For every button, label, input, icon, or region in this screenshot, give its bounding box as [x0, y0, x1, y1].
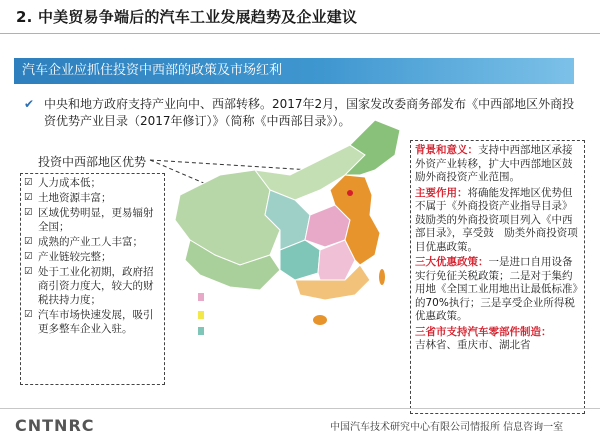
section-banner: 汽车企业应抓住投资中西部的政策及市场红利	[14, 58, 574, 84]
checkbox-icon: ☑	[24, 251, 33, 262]
background-paragraph: 背景和意义：支持中西部地区承接外资产业转移，扩大中西部地区鼓励外商投资产业范围。	[415, 144, 573, 183]
policy-details-box	[410, 140, 585, 414]
advantage-item: ☑ 汽车市场快速发展，吸引更多整车企业入驻。	[24, 309, 154, 335]
advantage-item: ☑ 产业链较完整；	[24, 251, 112, 263]
advantage-item: ☑ 区域优势明显，更易辐射全国；	[24, 207, 154, 233]
policy-paragraph: 三大优惠政策：一是进口自用设备实行免征关税政策；二是对于集约用地《全国工业用地出让最低标准》的70%执行；三是享受企业所得税优惠政策。	[415, 256, 578, 322]
checkbox-icon: ☑	[24, 207, 33, 218]
page-title: 2. 中美贸易争端后的汽车工业发展趋势及企业建议	[16, 8, 358, 26]
advantages-heading: 投资中西部地区优势	[38, 155, 147, 169]
advantage-item: ☑ 成熟的产业工人丰富；	[24, 236, 143, 248]
advantage-item: ☑ 处于工业化初期，政府招商引资力度大，较大的财税扶持力度；	[24, 266, 154, 306]
checkmark-icon: ✔	[24, 97, 35, 111]
policy-bullet-text: 中央和地方政府支持产业向中、西部转移。2017年2月，国家发改委商务部发布《中西部地区外商投资优势产业目录（2017年修订）》（简称《中西部目录》）。	[44, 97, 575, 128]
china-map	[160, 115, 410, 337]
checkbox-icon: ☑	[24, 192, 33, 203]
checkbox-icon: ☑	[24, 177, 33, 188]
role-paragraph: 主要作用：将确能发挥地区优势但不属于《外商投资产业指导目录》鼓励类的外商投资项目列入《中西部目录》，享受鼓 励类外商投资项目优惠政策。	[415, 186, 578, 253]
checkbox-icon: ☑	[24, 266, 33, 277]
advantage-item: ☑ 土地资源丰富；	[24, 192, 112, 204]
checkbox-icon: ☑	[24, 236, 33, 247]
footer-divider	[0, 408, 600, 409]
support-paragraph: 三省市支持汽车零部件制造： 吉林省、重庆市、湖北省	[415, 325, 552, 351]
advantage-item: ☑ 人力成本低；	[24, 177, 101, 189]
footer-org: 中国汽车技术研究中心有限公司情报所 信息咨询一室	[330, 422, 564, 433]
catarc-logo: CNTNRC	[15, 416, 95, 435]
checkbox-icon: ☑	[24, 309, 33, 320]
